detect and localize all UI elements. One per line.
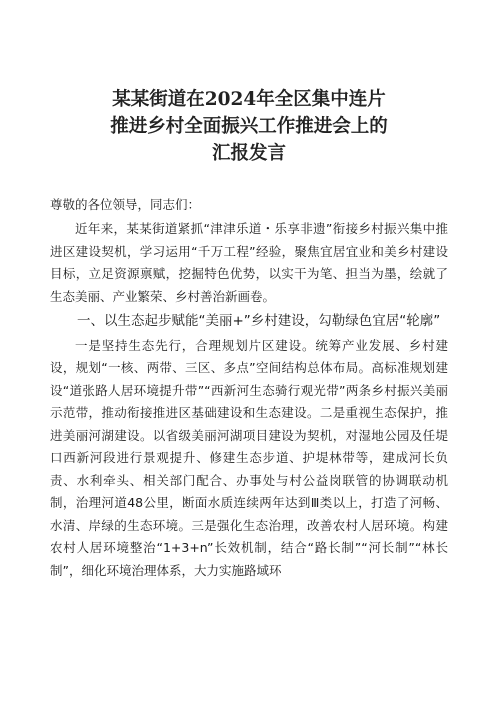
title-line-1: 某某街道在2024年全区集中连片 xyxy=(112,89,386,110)
salutation: 尊敬的各位领导，同志们： xyxy=(50,197,201,212)
title-line-3: 汇报发言 xyxy=(211,143,286,164)
intro-paragraph: 近年来，某某街道紧抓“津津乐道・乐享非遗”衔接乡村振兴集中推进区建设契机，学习运用“千万工程”经验，聚焦宜居宜业和美乡村建设目标，立足资源禀赋，挖掘特色优势，以实干为笔、担当为墨，绘就了生态美丽、产业繁荣、乡村善治新画卷。 xyxy=(50,221,448,304)
section-one-heading: 一、以生态起步赋能“美丽+”乡村建设，勾勒绿色宜居“轮廓” xyxy=(77,313,441,329)
section-one-body: 一是坚持生态先行，合理规划片区建设。统筹产业发展、乡村建设，规划“一核、两带、三区、多点”空间结构总体布局。高标准规划建设“道张路人居环境提升带”“西新河生态骑行观光带”两条乡村振兴美丽示范带，推动衔接推进区基础建设和生态建设。二是重视生态保护，推进美丽河湖建设。以省级美丽河湖项目建设为契机，对湿地公园及任堤口西新河段进行景观提升、修建生态步道、护堤林带等，建成河长负责、水利牵头、相关部门配合、办事处与村公益岗联管的协调联动机制，治理河道48公里，断面水质连续两年达到Ⅲ类以上，打造了河畅、水清、岸绿的生态环境。三是强化生态治理，改善农村人居环境。构建农村人居环境整治“1+3+n”长效机制，结合“路长制”“河长制”“林长制”，细化环境治理体系，大力实施路域环 xyxy=(50,337,448,578)
document-title xyxy=(50,86,448,167)
title-line-2: 推进乡村全面振兴工作推进会上的 xyxy=(110,116,388,137)
